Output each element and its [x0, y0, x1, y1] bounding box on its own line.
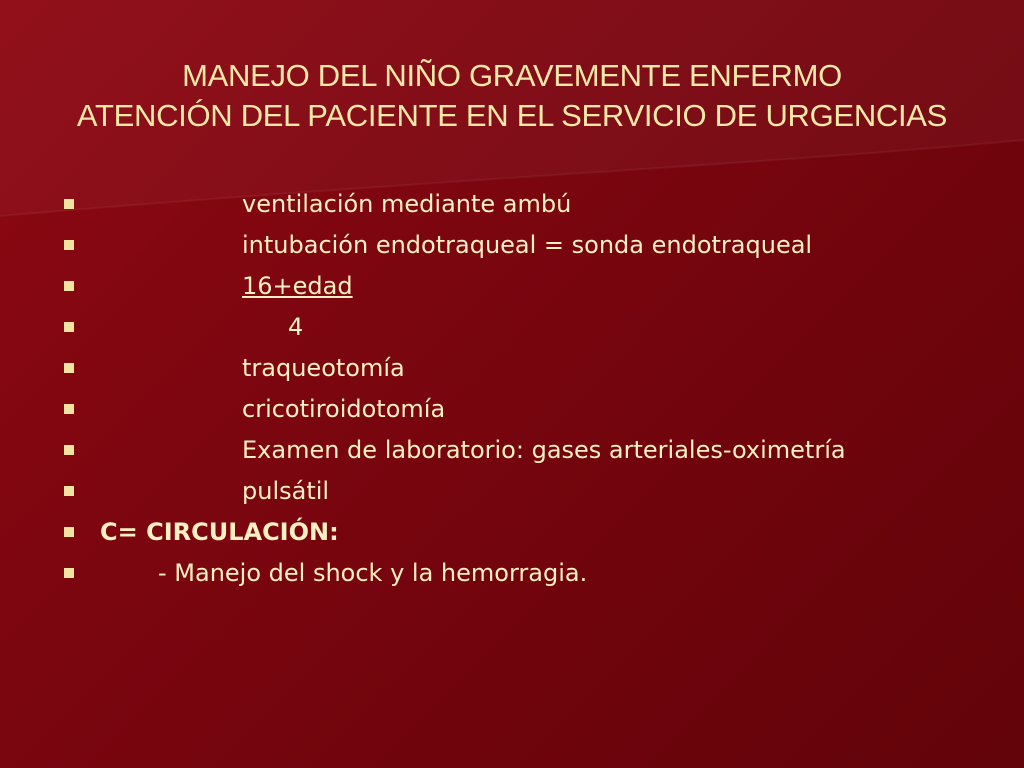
bullet-item-formula-denominator — [60, 307, 1000, 348]
bullet-item-pulsatile — [60, 471, 1000, 512]
square-bullet-icon — [64, 240, 74, 250]
bullet-item-cricothyroidotomy — [60, 389, 1000, 430]
square-bullet-icon — [64, 568, 74, 578]
bullet-text: cricotiroidotomía — [242, 395, 446, 423]
bullet-item-ventilation — [60, 184, 1000, 225]
square-bullet-icon — [64, 404, 74, 414]
bullet-list — [60, 184, 1000, 594]
bullet-text: 16+edad — [242, 272, 353, 300]
square-bullet-icon — [64, 363, 74, 373]
bullet-item-intubation — [60, 225, 1000, 266]
square-bullet-icon — [64, 486, 74, 496]
slide-title — [0, 56, 1024, 136]
slide-title-line-2: ATENCIÓN DEL PACIENTE EN EL SERVICIO DE URGENCIAS — [76, 98, 948, 133]
bullet-text: 4 — [288, 313, 304, 341]
bullet-text: - Manejo del shock y la hemorragia. — [158, 559, 588, 587]
square-bullet-icon — [64, 199, 74, 209]
bullet-text: pulsátil — [242, 477, 330, 505]
slide-title-line-1: MANEJO DEL NIÑO GRAVEMENTE ENFERMO — [182, 58, 842, 93]
bullet-item-circulation-heading — [60, 512, 1000, 553]
bullet-item-tracheotomy — [60, 348, 1000, 389]
square-bullet-icon — [64, 322, 74, 332]
square-bullet-icon — [64, 527, 74, 537]
bullet-text: C= CIRCULACIÓN: — [100, 518, 339, 546]
bullet-text: intubación endotraqueal = sonda endotraqueal — [242, 231, 813, 259]
bullet-item-lab-exam — [60, 430, 1000, 471]
bullet-item-shock-management — [60, 553, 1000, 594]
square-bullet-icon — [64, 281, 74, 291]
bullet-text: Examen de laboratorio: gases arteriales-oximetría — [242, 436, 846, 464]
square-bullet-icon — [64, 445, 74, 455]
bullet-text: traqueotomía — [242, 354, 405, 382]
bullet-text: ventilación mediante ambú — [242, 190, 572, 218]
bullet-item-formula-numerator — [60, 266, 1000, 307]
